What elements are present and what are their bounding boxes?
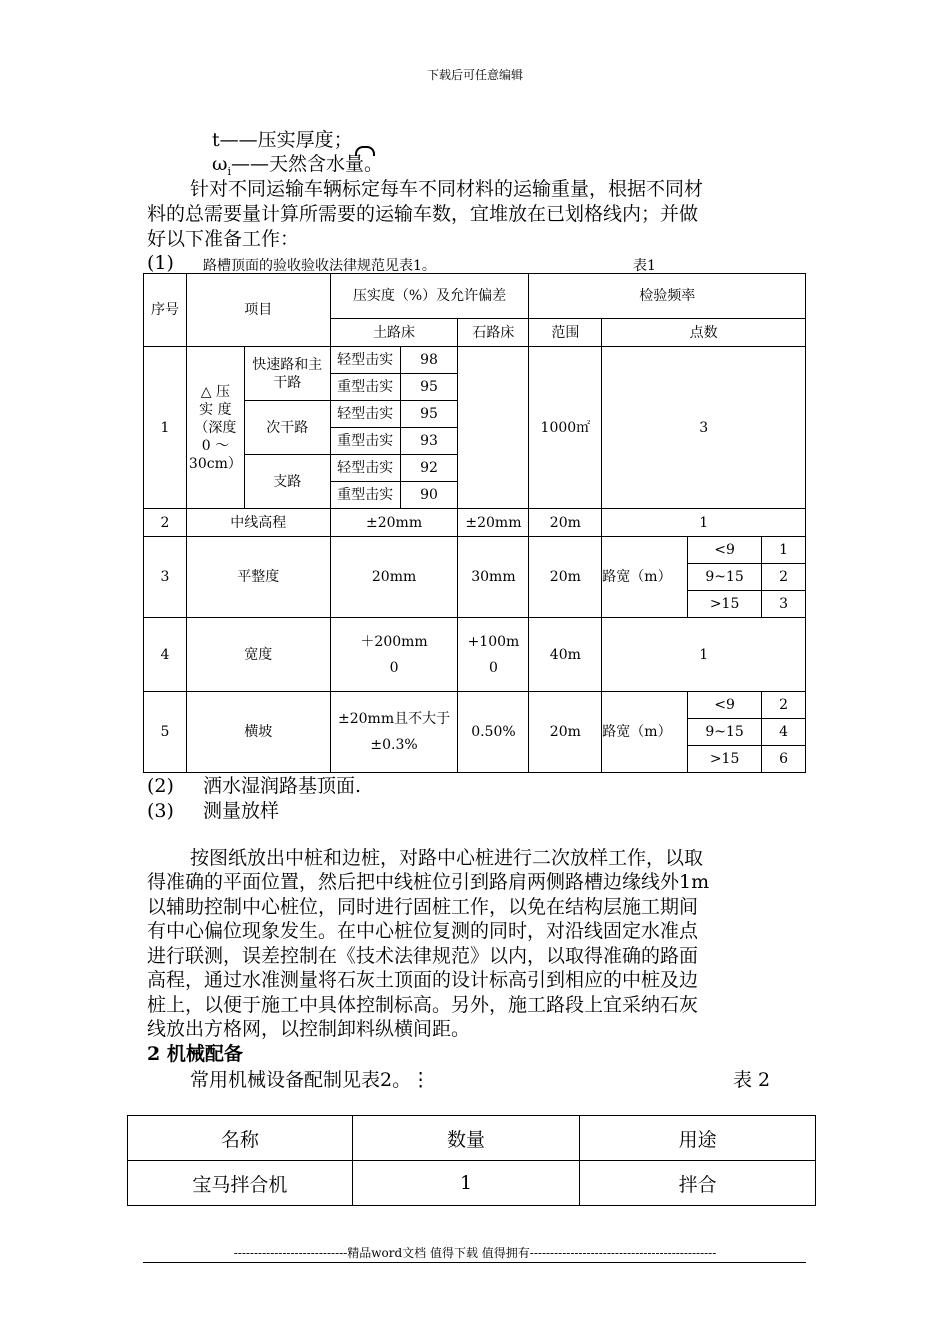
r3-item: 平整度	[186, 537, 330, 618]
r3-road-width: 路宽（m）	[602, 537, 688, 618]
table1-label: 表1	[633, 258, 656, 274]
para2-line: 有中心偏位现象发生。在中心桩位复测的同时，对沿线固定水准点	[147, 920, 699, 942]
light-label: 轻型击实	[330, 347, 400, 374]
width-band: >15	[688, 746, 762, 773]
r4-range: 40m	[529, 618, 602, 692]
item2-num: (2)	[147, 775, 174, 797]
cell-quantity: 1	[352, 1161, 580, 1206]
r3-seq: 3	[144, 537, 187, 618]
definition-t: t——压实厚度；	[212, 129, 353, 151]
value: 92	[400, 455, 458, 482]
value: 90	[400, 482, 458, 509]
th-usage: 用途	[580, 1116, 816, 1161]
heavy-label: 重型击实	[330, 482, 400, 509]
r4-points: 1	[602, 618, 806, 692]
r5-seq: 5	[144, 692, 187, 773]
r1-stone	[458, 347, 529, 509]
r1-group1: 快速路和主 干路	[244, 347, 330, 401]
th-soil: 土路床	[330, 319, 458, 347]
para1-line: 料的总需要量计算所需要的运输车数，宜堆放在已划格线内；并做	[147, 203, 699, 225]
r5-stone: 0.50%	[458, 692, 529, 773]
r2-item: 中线高程	[186, 509, 330, 537]
r3-soil: 20mm	[330, 537, 458, 618]
omega-subscript: i	[227, 164, 232, 178]
r5-road-width: 路宽（m）	[602, 692, 688, 773]
para1-line: 好以下准备工作：	[147, 228, 300, 250]
th-quantity: 数量	[352, 1116, 580, 1161]
r1-group2: 次干路	[244, 401, 330, 455]
width-band: <9	[688, 692, 762, 719]
footer-rule	[143, 1262, 806, 1263]
width-band: >15	[688, 591, 762, 618]
item2-text: 洒水湿润路基顶面.	[203, 775, 362, 797]
definition-w-text: ——天然含水量。	[231, 153, 384, 175]
para2-line: 进行联测，误差控制在《技术法律规范》以内，以取得准确的路面	[147, 945, 699, 967]
value: 95	[400, 374, 458, 401]
r5-item: 横坡	[186, 692, 330, 773]
section2-intro: 常用机械设备配制见表2。⋮	[190, 1069, 431, 1091]
item1-num: (1)	[147, 252, 174, 274]
r2-range: 20m	[529, 509, 602, 537]
th-compaction: 压实度（%）及允许偏差	[330, 274, 529, 319]
para2-line: 线放出方格网，以控制卸料纵横间距。	[147, 1018, 471, 1040]
heavy-label: 重型击实	[330, 428, 400, 455]
r2-points: 1	[602, 509, 806, 537]
r5-range: 20m	[529, 692, 602, 773]
r1-group3: 支路	[244, 455, 330, 509]
th-range: 范围	[529, 319, 602, 347]
band-points: 4	[762, 719, 806, 746]
width-band: <9	[688, 537, 762, 564]
section2-title: 2 机械配备	[147, 1043, 243, 1065]
omega-symbol: ω	[212, 153, 228, 175]
table-2	[127, 1115, 816, 1206]
value: 95	[400, 401, 458, 428]
cell-name: 宝马拌合机	[128, 1161, 353, 1206]
r2-soil: ±20mm	[330, 509, 458, 537]
r1-item: △ 压 实 度 （深度 0 ～ 30cm）	[186, 347, 244, 509]
light-label: 轻型击实	[330, 455, 400, 482]
para2-line: 按图纸放出中桩和边桩，对路中心桩进行二次放样工作，以取	[190, 847, 704, 869]
heavy-label: 重型击实	[330, 374, 400, 401]
para1-line: 针对不同运输车辆标定每车不同材料的运输重量，根据不同材	[190, 178, 704, 200]
band-points: 3	[762, 591, 806, 618]
table-1	[143, 273, 806, 773]
r3-range: 20m	[529, 537, 602, 618]
light-label: 轻型击实	[330, 401, 400, 428]
th-points: 点数	[602, 319, 806, 347]
para2-line: 高程，通过水准测量将石灰土顶面的设计标高引到相应的中桩及边	[147, 969, 699, 991]
width-band: 9~15	[688, 719, 762, 746]
r5-soil: ±20mm且不大于 ±0.3%	[330, 692, 458, 773]
band-points: 1	[762, 537, 806, 564]
band-points: 2	[762, 692, 806, 719]
para2-line: 桩上，以便于施工中具体控制标高。另外，施工路段上宜采纳石灰	[147, 994, 699, 1016]
r1-points: 3	[602, 347, 806, 509]
item3-text: 测量放样	[203, 800, 280, 822]
cell-usage: 拌合	[580, 1161, 816, 1206]
para2-line: 得准确的平面位置，然后把中线桩位引到路肩两侧路槽边缘线外1m	[147, 871, 710, 893]
r4-soil: ＋200mm 0	[330, 618, 458, 692]
page-footer: ----------------------------精品word文档 值得下载 值得拥有----------------------------------------------	[233, 1246, 717, 1260]
r3-stone: 30mm	[458, 537, 529, 618]
th-stone: 石路床	[458, 319, 529, 347]
band-points: 6	[762, 746, 806, 773]
table2-label: 表 2	[733, 1069, 771, 1091]
r4-stone: +100m 0	[458, 618, 529, 692]
r1-range: 1000㎡	[529, 347, 602, 509]
th-freq: 检验频率	[529, 274, 806, 319]
th-item: 项目	[186, 274, 330, 347]
para2-line: 以辅助控制中心桩位，同时进行固桩工作，以免在结构层施工期间	[147, 896, 699, 918]
item3-num: (3)	[147, 800, 174, 822]
r2-seq: 2	[144, 509, 187, 537]
r2-stone: ±20mm	[458, 509, 529, 537]
th-seq: 序号	[144, 274, 187, 347]
value: 98	[400, 347, 458, 374]
r4-item: 宽度	[186, 618, 330, 692]
r4-seq: 4	[144, 618, 187, 692]
width-band: 9~15	[688, 564, 762, 591]
th-name: 名称	[128, 1116, 353, 1161]
r1-seq: 1	[144, 347, 187, 509]
value: 93	[400, 428, 458, 455]
band-points: 2	[762, 564, 806, 591]
item1-text: 路槽顶面的验收验收法律规范见表1。	[203, 258, 436, 274]
page-header: 下载后可任意编辑	[426, 68, 523, 82]
